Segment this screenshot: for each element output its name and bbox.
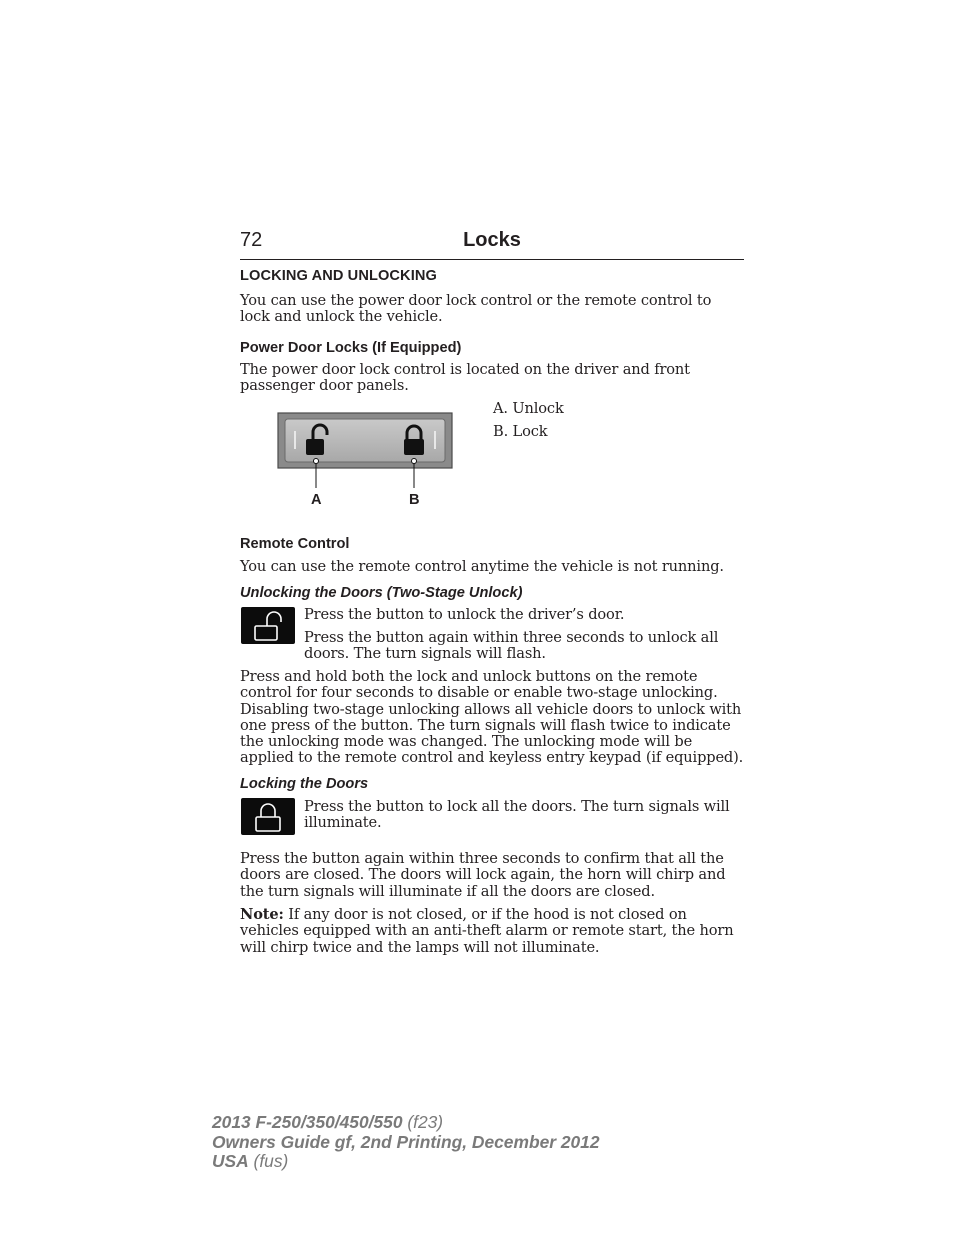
power-door-locks-paragraph: The power door lock control is located on the driver and front passenger door panels. — [240, 361, 690, 395]
note-text: If any door is not closed, or if the hood is not closed on vehicles equipped with an anti-theft alarm or remote start, the horn will chirp twice and the lamps will not illuminate. — [240, 906, 734, 956]
remote-control-paragraph: You can use the remote control anytime the vehicle is not running. — [240, 558, 724, 575]
figure-callout-a: A — [311, 492, 322, 508]
lock-button-icon — [241, 798, 295, 835]
unlock-button-icon — [241, 607, 295, 644]
subheading-power-door-locks: Power Door Locks (If Equipped) — [240, 340, 462, 356]
page-header — [240, 229, 744, 260]
section-heading-locking-unlocking: LOCKING AND UNLOCKING — [240, 268, 437, 284]
unlock-step-2: Press the button again within three seconds to unlock all doors. The turn signals will flash. — [304, 629, 719, 663]
note-label: Note: — [240, 906, 284, 923]
lock-confirm-paragraph: Press the button again within three seconds to confirm that all the doors are closed. The doors will lock again, the horn will chirp and the turn signals will illuminate if all the doors are closed. — [240, 850, 726, 900]
document-footer — [212, 1113, 600, 1172]
footer-line-2: Owners Guide gf, 2nd Printing, December 2012 — [212, 1131, 600, 1152]
lock-step-1: Press the button to lock all the doors. The turn signals will illuminate. — [304, 798, 730, 832]
unlock-step-1: Press the button to unlock the driver’s door. — [304, 606, 625, 623]
footer-line-1: 2013 F-250/350/450/550 (f23) — [212, 1112, 444, 1132]
note-paragraph — [240, 907, 744, 956]
subheading-locking-doors: Locking the Doors — [240, 776, 369, 792]
figure-callout-b: B — [409, 492, 420, 508]
two-stage-unlock-paragraph: Press and hold both the lock and unlock buttons on the remote control for four seconds to disable or enable two-stage unlocking. Disabling two-stage unlocking allows all vehicle doors to unlock with one press of the button. The turn signals will flash twice to indicate the unlocking mode was changed. The unlocking mode will be applied to the remote control and keyless entry keypad (if equipped). — [240, 668, 744, 767]
figure-legend-unlock: A. Unlock — [493, 400, 564, 417]
door-lock-switch-figure — [277, 412, 457, 512]
page-number: 72 — [240, 229, 263, 251]
subheading-unlocking-doors: Unlocking the Doors (Two-Stage Unlock) — [240, 585, 523, 601]
intro-paragraph: You can use the power door lock control or the remote control to lock and unlock the vehicle. — [240, 292, 712, 326]
chapter-title: Locks — [463, 229, 521, 251]
footer-line-3: USA (fus) — [212, 1151, 289, 1171]
figure-legend-lock: B. Lock — [493, 423, 548, 440]
subheading-remote-control: Remote Control — [240, 536, 350, 552]
door-lock-switch-illustration — [277, 412, 457, 512]
